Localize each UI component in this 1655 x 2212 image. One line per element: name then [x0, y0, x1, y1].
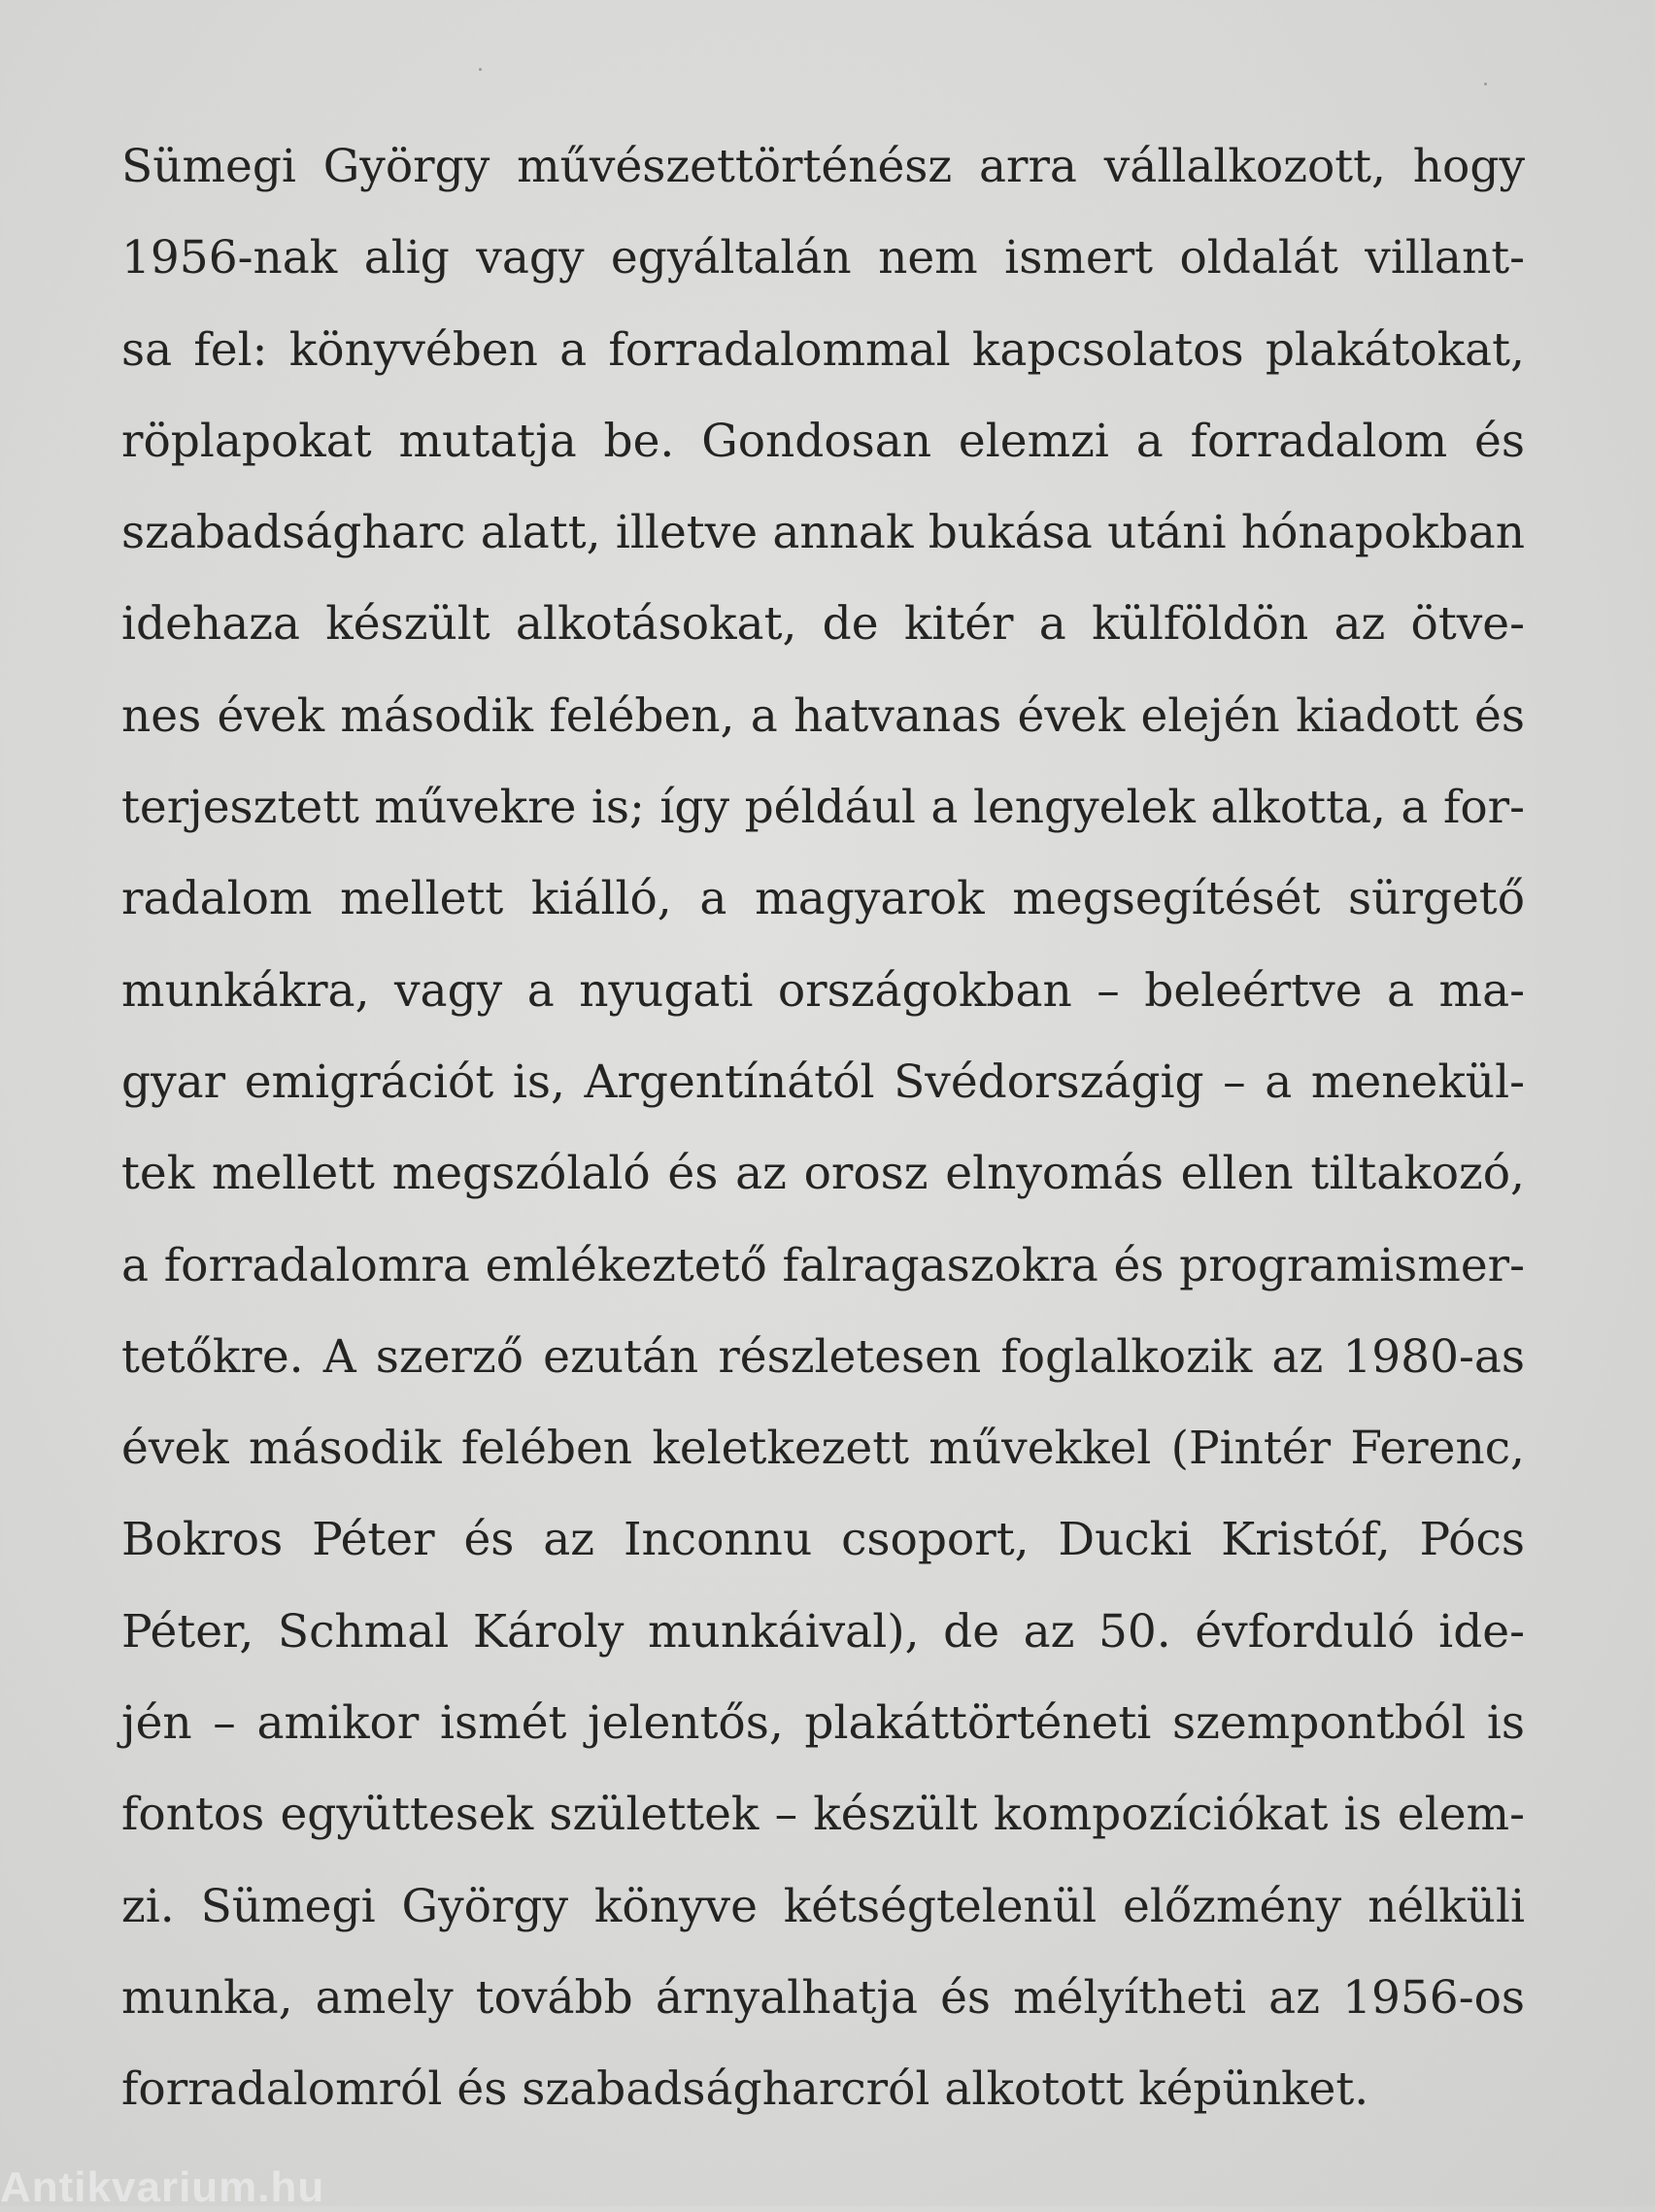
text-line: a forradalomra emlékeztető falragaszokra és programismer- — [121, 1238, 1525, 1292]
text-line: sa fel: könyvében a forradalommal kapcsolatos plakátokat, — [121, 322, 1525, 377]
text-line: Péter, Schmal Károly munkáival), de az 50. évforduló ide- — [121, 1604, 1525, 1659]
watermark: Antikvarium.hu — [0, 2163, 325, 2211]
paragraph — [121, 121, 1525, 2136]
text-line: jén – amikor ismét jelentős, plakáttörténeti szempontból is — [121, 1696, 1525, 1751]
text-line: röplapokat mutatja be. Gondosan elemzi a forradalom és — [121, 414, 1525, 468]
text-line: 1956-nak alig vagy egyáltalán nem ismert oldalát villant- — [121, 231, 1525, 285]
text-line: forradalomról és szabadságharcról alkotott képünket. — [121, 2062, 1369, 2117]
text-line: tek mellett megszólaló és az orosz elnyomás ellen tiltakozó, — [121, 1147, 1525, 1201]
text-line: fontos együttesek születtek – készült kompozíciókat is elem- — [121, 1788, 1525, 1842]
text-line: munka, amely tovább árnyalhatja és mélyítheti az 1956-os — [121, 1970, 1525, 2025]
text-line: tetőkre. A szerző ezután részletesen foglalkozik az 1980-as — [121, 1329, 1525, 1384]
text-line: Sümegi György művészettörténész arra vállalkozott, hogy — [121, 140, 1525, 193]
text-line: évek második felében keletkezett művekkel (Pintér Ferenc, — [121, 1422, 1525, 1476]
paper-speck — [479, 68, 482, 71]
text-line: idehaza készült alkotásokat, de kitér a külföldön az ötve- — [121, 597, 1525, 652]
text-line: gyar emigrációt is, Argentínától Svédországig – a menekül- — [121, 1055, 1525, 1109]
text-line: terjesztett művekre is; így például a lengyelek alkotta, a for- — [121, 781, 1525, 835]
paper-speck — [1484, 83, 1487, 85]
text-line: radalom mellett kiálló, a magyarok megsegítését sürgető — [121, 872, 1525, 926]
text-line: Bokros Péter és az Inconnu csoport, Ducki Kristóf, Pócs — [121, 1513, 1525, 1567]
text-line: nes évek második felében, a hatvanas évek elején kiadott és — [121, 688, 1525, 743]
text-line: zi. Sümegi György könyve kétségtelenül előzmény nélküli — [121, 1879, 1525, 1933]
text-line: munkákra, vagy a nyugati országokban – beleértve a ma- — [121, 963, 1525, 1018]
text-line: szabadságharc alatt, illetve annak bukása utáni hónapokban — [121, 506, 1525, 560]
